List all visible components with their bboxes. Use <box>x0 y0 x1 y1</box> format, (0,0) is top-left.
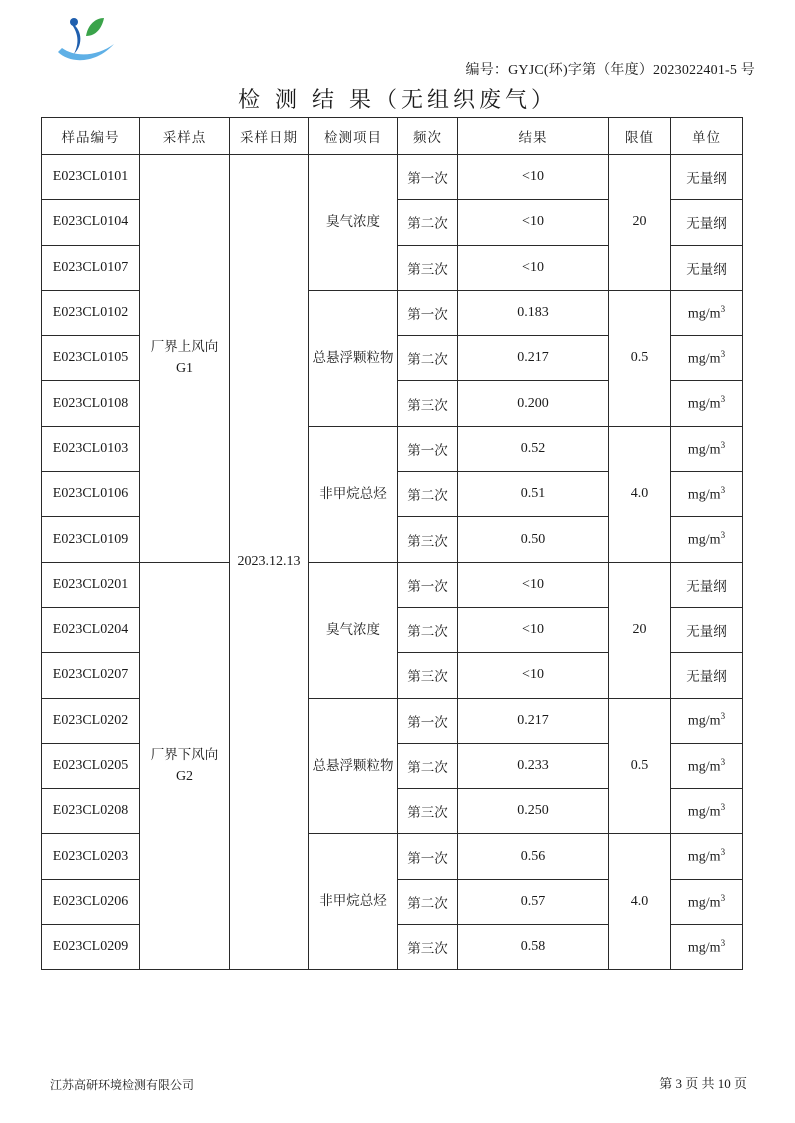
unit-cell: 无量纲 <box>671 155 743 200</box>
limit-cell: 0.5 <box>609 290 671 426</box>
unit-cell: 无量纲 <box>671 653 743 698</box>
frequency-cell: 第二次 <box>398 879 458 924</box>
frequency-cell: 第二次 <box>398 200 458 245</box>
logo-leaf <box>86 18 104 36</box>
sample-id-cell: E023CL0106 <box>42 472 140 517</box>
unit-exponent: 3 <box>720 847 726 858</box>
unit-exponent: 3 <box>720 484 726 495</box>
sample-id-cell: E023CL0104 <box>42 200 140 245</box>
unit-cell: 无量纲 <box>671 607 743 652</box>
logo-dot <box>70 18 78 26</box>
col-header: 样品编号 <box>42 118 140 155</box>
unit-cell <box>671 381 743 426</box>
unit-cell <box>671 426 743 471</box>
sample-id-cell: E023CL0201 <box>42 562 140 607</box>
limit-cell: 4.0 <box>609 426 671 562</box>
unit-exponent: 3 <box>720 439 726 450</box>
test-item-cell: 非甲烷总烃 <box>309 426 398 562</box>
unit-cell <box>671 925 743 970</box>
result-cell: <10 <box>458 562 609 607</box>
frequency-cell: 第三次 <box>398 517 458 562</box>
limit-cell: 20 <box>609 155 671 291</box>
table-header-row <box>42 118 743 155</box>
frequency-cell: 第二次 <box>398 472 458 517</box>
sampling-site-cell <box>140 562 230 970</box>
results-table <box>41 117 743 970</box>
sampling-site-cell <box>140 155 230 563</box>
unit-exponent: 3 <box>720 303 726 314</box>
unit-cell <box>671 336 743 381</box>
unit-exponent: 3 <box>720 937 726 948</box>
sample-id-cell: E023CL0207 <box>42 653 140 698</box>
frequency-cell: 第一次 <box>398 834 458 879</box>
limit-cell: 0.5 <box>609 698 671 834</box>
test-item-cell: 总悬浮颗粒物 <box>309 290 398 426</box>
table-row <box>42 562 743 607</box>
result-cell: 0.200 <box>458 381 609 426</box>
sample-id-cell: E023CL0107 <box>42 245 140 290</box>
unit-cell <box>671 743 743 788</box>
sample-id-cell: E023CL0209 <box>42 925 140 970</box>
frequency-cell: 第一次 <box>398 155 458 200</box>
unit-exponent: 3 <box>720 756 726 767</box>
frequency-cell: 第一次 <box>398 562 458 607</box>
unit-base: mg/m <box>687 532 721 548</box>
col-header: 结果 <box>458 118 609 155</box>
limit-cell: 20 <box>609 562 671 698</box>
sampling-site-name: 厂界上风向 <box>150 339 219 356</box>
unit-base: mg/m <box>687 804 721 820</box>
sample-id-cell: E023CL0102 <box>42 290 140 335</box>
frequency-cell: 第二次 <box>398 743 458 788</box>
frequency-cell: 第三次 <box>398 245 458 290</box>
unit-base: mg/m <box>687 895 721 911</box>
footer-page-info: 第 3 页 共 10 页 <box>659 1076 747 1091</box>
unit-exponent: 3 <box>720 349 726 359</box>
col-header: 单位 <box>671 118 743 155</box>
result-cell: 0.58 <box>458 925 609 970</box>
test-item-cell: 臭气浓度 <box>309 562 398 698</box>
logo-figure <box>70 22 80 54</box>
unit-exponent: 3 <box>720 711 726 722</box>
sample-id-cell: E023CL0101 <box>42 155 140 200</box>
result-cell: 0.250 <box>458 789 609 834</box>
logo-swoosh <box>58 44 114 60</box>
frequency-cell: 第二次 <box>398 336 458 381</box>
result-cell: 0.51 <box>458 472 609 517</box>
report-number: 编号：GYJC(环)字第（年度）2023022401-5 号 <box>465 63 755 78</box>
sample-id-cell: E023CL0202 <box>42 698 140 743</box>
sample-id-cell: E023CL0103 <box>42 426 140 471</box>
col-header: 限值 <box>609 118 671 155</box>
frequency-cell: 第三次 <box>398 925 458 970</box>
result-cell: 0.50 <box>458 517 609 562</box>
unit-cell <box>671 789 743 834</box>
result-cell: 0.52 <box>458 426 609 471</box>
footer-company: 江苏高研环境检测有限公司 <box>50 1078 195 1092</box>
sample-id-cell: E023CL0204 <box>42 607 140 652</box>
unit-cell <box>671 517 743 562</box>
sample-id-cell: E023CL0208 <box>42 789 140 834</box>
result-cell: <10 <box>458 607 609 652</box>
col-header: 频次 <box>398 118 458 155</box>
unit-cell <box>671 472 743 517</box>
result-cell: 0.217 <box>458 698 609 743</box>
result-cell: <10 <box>458 653 609 698</box>
frequency-cell: 第一次 <box>398 426 458 471</box>
unit-base: mg/m <box>687 714 721 730</box>
test-item-cell: 总悬浮颗粒物 <box>309 698 398 834</box>
sampling-site-code: G1 <box>175 360 194 376</box>
unit-base: mg/m <box>687 487 721 503</box>
result-cell: <10 <box>458 200 609 245</box>
result-cell: 0.183 <box>458 290 609 335</box>
unit-exponent: 3 <box>720 530 726 541</box>
unit-cell <box>671 834 743 879</box>
sample-id-cell: E023CL0105 <box>42 336 140 381</box>
frequency-cell: 第二次 <box>398 607 458 652</box>
unit-exponent: 3 <box>720 801 726 812</box>
unit-base: mg/m <box>687 351 721 367</box>
frequency-cell: 第三次 <box>398 789 458 834</box>
unit-base: mg/m <box>687 442 721 458</box>
result-cell: <10 <box>458 245 609 290</box>
limit-cell: 4.0 <box>609 834 671 970</box>
frequency-cell: 第三次 <box>398 381 458 426</box>
sample-id-cell: E023CL0109 <box>42 517 140 562</box>
results-body <box>42 155 743 970</box>
sampling-site-code: G2 <box>175 768 194 784</box>
unit-base: mg/m <box>687 396 721 412</box>
result-cell: 0.57 <box>458 879 609 924</box>
unit-cell: 无量纲 <box>671 562 743 607</box>
unit-cell: 无量纲 <box>671 200 743 245</box>
frequency-cell: 第一次 <box>398 290 458 335</box>
unit-base: mg/m <box>687 759 721 775</box>
unit-base: mg/m <box>687 940 721 956</box>
sample-id-cell: E023CL0206 <box>42 879 140 924</box>
frequency-cell: 第一次 <box>398 698 458 743</box>
test-item-cell: 臭气浓度 <box>309 155 398 291</box>
col-header: 采样日期 <box>230 118 309 155</box>
company-logo <box>52 14 118 64</box>
unit-exponent: 3 <box>720 892 726 903</box>
sampling-date-cell: 2023.12.13 <box>230 155 309 970</box>
page-title: 检 测 结 果（无组织废气） <box>238 88 557 113</box>
unit-cell: 无量纲 <box>671 245 743 290</box>
unit-base: mg/m <box>687 306 721 322</box>
sample-id-cell: E023CL0203 <box>42 834 140 879</box>
result-cell: <10 <box>458 155 609 200</box>
sampling-site-name: 厂界下风向 <box>150 746 219 763</box>
col-header: 采样点 <box>140 118 230 155</box>
frequency-cell: 第三次 <box>398 653 458 698</box>
table-row <box>42 155 743 200</box>
unit-exponent: 3 <box>720 394 726 405</box>
unit-cell <box>671 290 743 335</box>
result-cell: 0.217 <box>458 336 609 381</box>
sample-id-cell: E023CL0108 <box>42 381 140 426</box>
test-item-cell: 非甲烷总烃 <box>309 834 398 970</box>
unit-base: mg/m <box>687 849 721 865</box>
col-header: 检测项目 <box>309 118 398 155</box>
result-cell: 0.233 <box>458 743 609 788</box>
result-cell: 0.56 <box>458 834 609 879</box>
sample-id-cell: E023CL0205 <box>42 743 140 788</box>
unit-cell <box>671 879 743 924</box>
unit-cell <box>671 698 743 743</box>
